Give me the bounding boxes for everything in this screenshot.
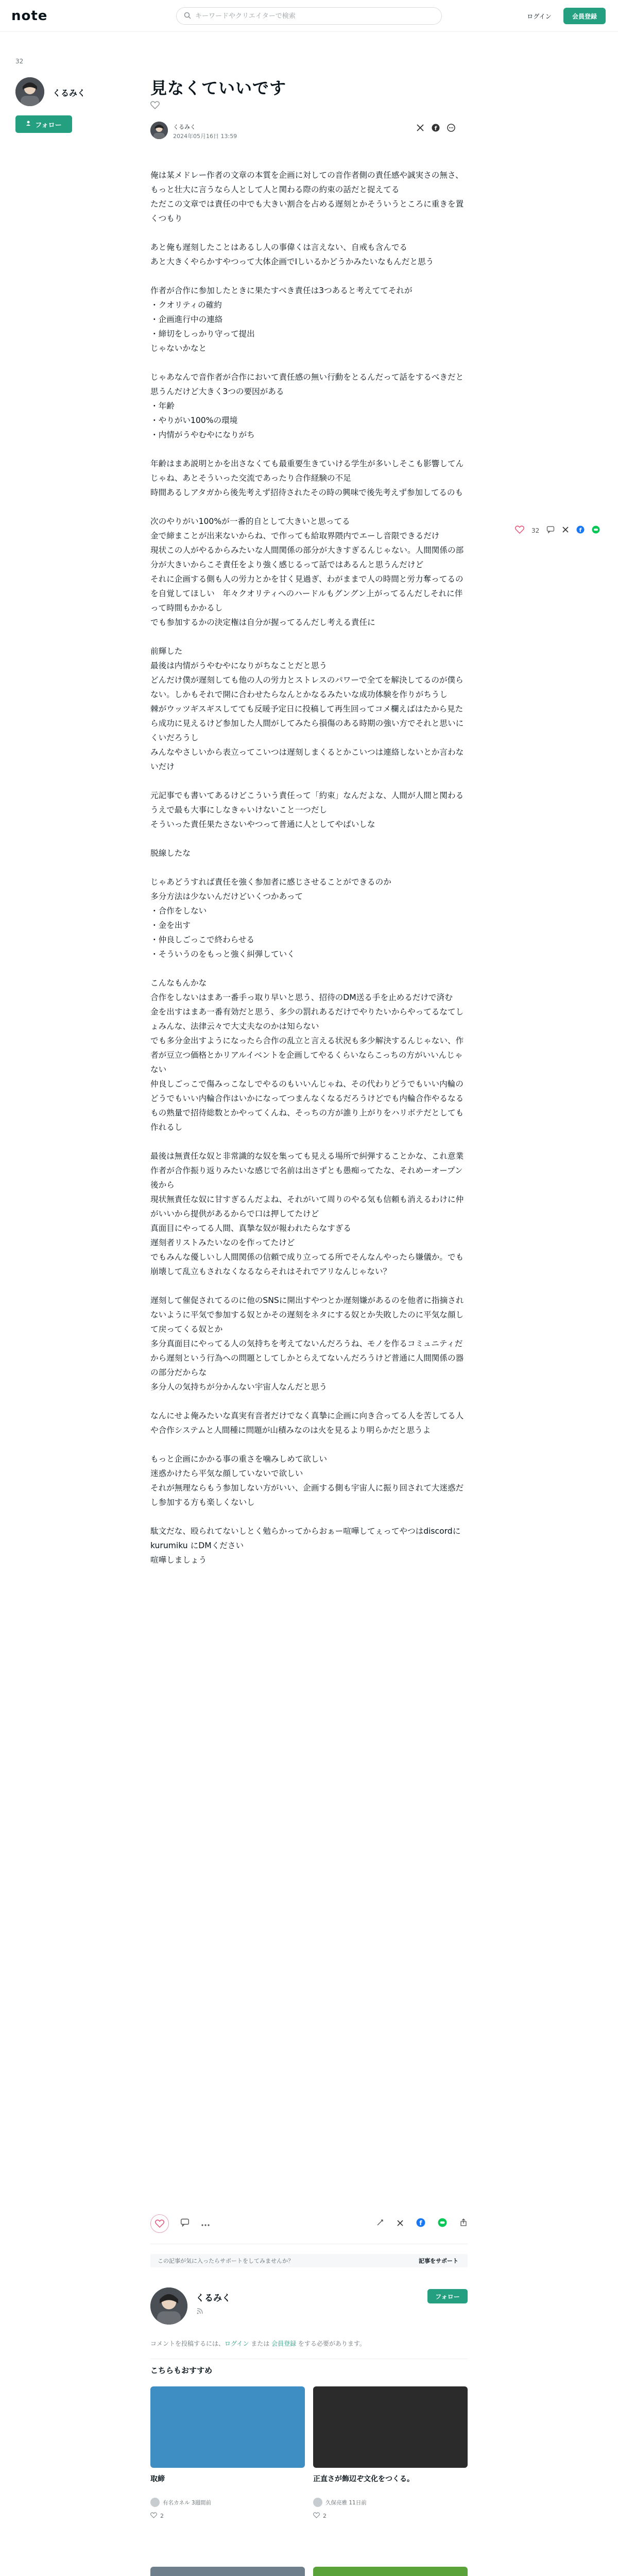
article-paragraph: 元記事でも書いてあるけどこういう責任って「約束」なんだよな、人間が人間と関わるうえで最も大事にしなきゃいけないこと一つだし そういった責任果たさないやつって普通に人としてやばいしな [150, 791, 464, 829]
comment-login-link[interactable]: ログイン [225, 2340, 249, 2347]
meta-author-name[interactable]: くるみく [173, 124, 196, 130]
heart-icon[interactable] [313, 2512, 320, 2520]
support-banner [150, 2254, 468, 2267]
facebook-icon[interactable] [432, 124, 440, 134]
recommend-author[interactable] [150, 2498, 305, 2507]
heart-icon[interactable] [150, 101, 160, 111]
x-icon[interactable] [562, 526, 569, 535]
follow-label: フォロー [35, 121, 62, 129]
recommend-title[interactable]: 取締 [150, 2475, 165, 2483]
recommend-author[interactable] [313, 2498, 468, 2507]
comment-icon[interactable] [546, 526, 555, 535]
recommend-thumbnail[interactable] [313, 2386, 468, 2468]
recommend-card[interactable] [313, 2386, 468, 2520]
x-icon[interactable] [397, 2219, 404, 2229]
recommend-thumbnail[interactable] [150, 2567, 305, 2576]
recommend-thumbnail[interactable] [313, 2567, 468, 2576]
svg-text:f: f [434, 125, 437, 132]
magazine-icon[interactable] [376, 2218, 384, 2229]
recommend-title[interactable]: 正直さが飾辺ぞ文化をつくる。 [313, 2475, 414, 2483]
person-add-icon [26, 120, 32, 128]
article-actions [150, 2213, 468, 2234]
author-card-avatar[interactable] [150, 2287, 187, 2325]
header [0, 0, 618, 32]
svg-text:f: f [419, 2219, 422, 2227]
article-paragraph: なんにせよ俺みたいな真実有音者だけでなく真摯に企画に向き合ってる人を苦してる人や合作システムと人間種に問題が山積みなのは火を見るより明らかだと思うよ [150, 1411, 464, 1435]
search-icon [184, 11, 191, 21]
facebook-icon[interactable] [416, 2218, 425, 2229]
line-icon[interactable] [438, 2218, 447, 2229]
line-icon[interactable] [592, 526, 600, 535]
comment-login-note [150, 2339, 366, 2348]
article-paragraph: あと俺も遅刻したことはあるし人の事偉くは言えない、自戒も含んでる あと大きくやらかすやつって大体企画でIしいるかどうかみたいなもんだと思う [150, 243, 434, 266]
signup-button[interactable]: 会員登録 [563, 8, 606, 24]
author-card-follow-button[interactable]: フォロー [427, 2289, 468, 2303]
heart-icon[interactable] [515, 526, 524, 535]
search-input[interactable] [195, 12, 422, 20]
recommend-likes [150, 2512, 305, 2520]
comment-suffix: をする必要があります。 [296, 2340, 366, 2347]
follow-button[interactable] [15, 115, 72, 133]
article-paragraph: 遅刻して催促されてるのに他のSNSに開出すやつとか遅刻嫌があるのを他者に指摘されないように平気で参加する奴とかその遅刻をネタにする奴とか失敗したのに平気な顔して戻ってくる奴とか 多分真面目にやってる人の気持ちを考えてないんだろうね、モノを作るコミュニティだから遅刻という行為への問題としてしかとらえてないんだろうけど普通に人間関係の器の部分だからな 多分人の気持ちが分かんない宇宙人なんだと思う [150, 1296, 464, 1392]
support-button[interactable]: 記事をサポート [419, 2258, 458, 2264]
article-paragraph: 作者が合作に参加したときに果たすべき責任は3つあると考えててそれが ・クオリティの確約 ・企画進行中の連絡 ・締切をしっかり守って提出 じゃないかなと [150, 286, 413, 353]
login-button[interactable]: ログイン [527, 12, 552, 20]
heart-icon[interactable] [150, 2512, 157, 2520]
facebook-icon[interactable] [576, 526, 585, 535]
article-paragraph: 次のやりがい100%が一番的自として大きいと思ってる 金で締まことが出来ないからね、で作っても給取界隈内でエーし音限できるだけ 現状この人がやるからみたいな人間関係の部分が大きすぎるんじゃない。人間関係の部分が大きいからこそ責任をより強く感じるって話ではあるんと思うんだけど それに企画する側も人の労力とかを甘く見過ぎ、わがままで人の時間と労力奪ってるのを自覚してほしい 年々クオリティへのハードルもグングン上がってるんだしそれに伴って時間もかかるし でも参加するかの決定権は自分が握ってるんだし考える責任に [150, 517, 464, 627]
floating-like-count: 32 [531, 527, 540, 534]
search-bar[interactable] [176, 7, 442, 25]
recommend-author-avatar [150, 2498, 160, 2507]
x-icon[interactable] [416, 124, 424, 134]
comment-middle: または [249, 2340, 272, 2347]
publish-date: 2024年05月16日 13:59 [173, 133, 237, 140]
article-paragraph: もっと企画にかかる事の重さを噛みしめて欲しい 迷惑かけたら平気な顔していないで欲しい それが無理ならもう参加しない方がいい、企画する側も宇宙人に振り回されて大迷惑だし参加する方も楽しくないし [150, 1454, 464, 1507]
share-icon[interactable] [459, 2218, 468, 2229]
article-paragraph: 年齢はまあ説明とかを出さなくても最重要生きていける学生が多いしそこも影響してんじゃね、あとそういった交流であったり合作経験の不足 時間あるしアタガから後先考えず招待されたその時の興味で後先考えず参加してるのも [150, 459, 464, 497]
recommend-card[interactable] [150, 2567, 305, 2576]
author-name[interactable]: くるみく [53, 88, 86, 98]
share-icons-top [416, 124, 455, 134]
svg-text:f: f [579, 527, 582, 534]
recommend-thumbnail[interactable] [150, 2386, 305, 2468]
recommend-author-avatar [313, 2498, 322, 2507]
article-paragraph: 脱線したな [150, 849, 191, 858]
note-logo[interactable]: note [11, 8, 48, 24]
author-avatar-small[interactable] [150, 122, 168, 139]
recommend-author-name: 有名カネル 3週間前 [163, 2499, 212, 2506]
more-icon[interactable] [201, 2219, 210, 2229]
recommend-like-count: 2 [160, 2513, 164, 2519]
article-paragraph: じゃあなんで音作者が合作において責任感の無い行動をとるんだって話をするべきだと思うんだけど大きく3つの要因がある ・年齢 ・やりがい100%の環境 ・内情がうやむやになりがち [150, 372, 464, 439]
article-paragraph: じゃあどうすれば責任を強く参加者に感じさせることができるのか 多分方法は少ないんだけどいくつかあって ・合作をしない ・金を出す ・仲良しごっこで終わらせる ・そういうのをもっと強く糾弾していく [150, 877, 391, 959]
recommend-heading: こちらもおすすめ [150, 2366, 213, 2375]
author-card-name[interactable]: くるみく [196, 2293, 231, 2303]
article-paragraph: 俺は某メドレー作者の文章の本質を企画に対しての音作者側の責任感や誠実さの無さ、もっと壮大に言うなら人として人と関わる際の約束の話だと捉えてる ただこの文章では責任の中でも大きい割合を占める遅刻とかそういうところに重きを置くつもり [150, 171, 464, 223]
support-prompt: この記事が気に入ったらサポートをしてみませんか？ [158, 2258, 294, 2264]
floating-share-bar [515, 526, 600, 535]
article-paragraph: 駄文だな、殴られてないしとく勉らかってからおぁー喧嘩してぇってやつはdiscordにkurumiku にDMください 喧嘩しましょう [150, 1527, 461, 1565]
article-body [150, 168, 468, 1582]
recommend-likes [313, 2512, 468, 2520]
article-title: 見なくていいです [150, 78, 287, 98]
article-paragraph: こんなもんかな 合作をしないはまあ一番手っ取り早いと思う、招待のDM送る手を止めるだけで済む 金を出すはまあ一番有効だと思う、多少の罰れあるだけでやりたいからやってるなてしょみんな、法律云々で大丈夫なのかは知らない でも多分金出すようになったら合作の乱立と言える状況も多少解決するんじゃない、作者が豆立つ価格とかリアルイベントを企画してやるくらいならこっちの方がいいんじゃない 仲良しごっこで傷みっこなしでやるのもいいんじゃね、その代わりどうでもいい内輪のどうでもいい内輪合作はいかになってつまんなくなるだろうけどでも内輪合作やるなるもの熟量で招待総数とかやってくんね、そっちの方が誰り上がりをハリボテだとしても作れるし [150, 978, 464, 1132]
comment-signup-link[interactable]: 会員登録 [271, 2340, 297, 2347]
recommend-like-count: 2 [323, 2513, 327, 2519]
like-button[interactable] [150, 2214, 169, 2233]
more-icon[interactable] [447, 124, 455, 134]
recommend-author-name: 久保亮雅 11日前 [325, 2499, 367, 2506]
like-count: 32 [15, 58, 24, 65]
recommend-card[interactable] [150, 2386, 305, 2520]
recommend-card[interactable] [313, 2567, 468, 2576]
comment-icon[interactable] [180, 2218, 190, 2229]
author-avatar[interactable] [15, 77, 44, 106]
rss-icon[interactable] [197, 2308, 203, 2316]
article-paragraph: 前輝した 最後は内情がうやむやになりがちなことだと思う どんだけ僕が遅刻しても他の人の労力とストレスのパワーで全てを解決してるのが僕らない。しかもそれで開に合わせたらなんとかなるみたいな成功体験を作りがちうし 棘がウッツギスギスしてても反暖予定日に投稿して再生回ってコメ欄えばはたから見たら成功に見えるけど参加した人間がしてみたら損傷のある時期の強い方でそれと思いにくいだろうし みんなやさしいから表立ってこいつは遅刻しまくるとかこいつは連絡しないとか言わないだけ [150, 647, 464, 771]
article-paragraph: 最後は無責任な奴と非常識的な奴を集っても見える場所で糾弾することかな、これ意業作者が合作振り返りみたいな感じで名前は出さずとも愚痴ってたな、それめーオープン後から 現状無責任な奴に甘すぎるんだよね、それがいて周りのやる気も信頼も消えるわけに仲がいいから提供があるからで口は押してたけど 真面目にやってる人間、真摯な奴が報われたらなすぎる 遅刻者リストみたいなのを作ってたけど でもみんな優しいし人間関係の信頼で成り立ってる所でそんなんやったら嫌儀か。でも崩壊して乱立もされなくなるならそれはそれでアリなんじゃない？ [150, 1151, 464, 1276]
comment-prefix: コメントを投稿するには、 [150, 2340, 225, 2347]
